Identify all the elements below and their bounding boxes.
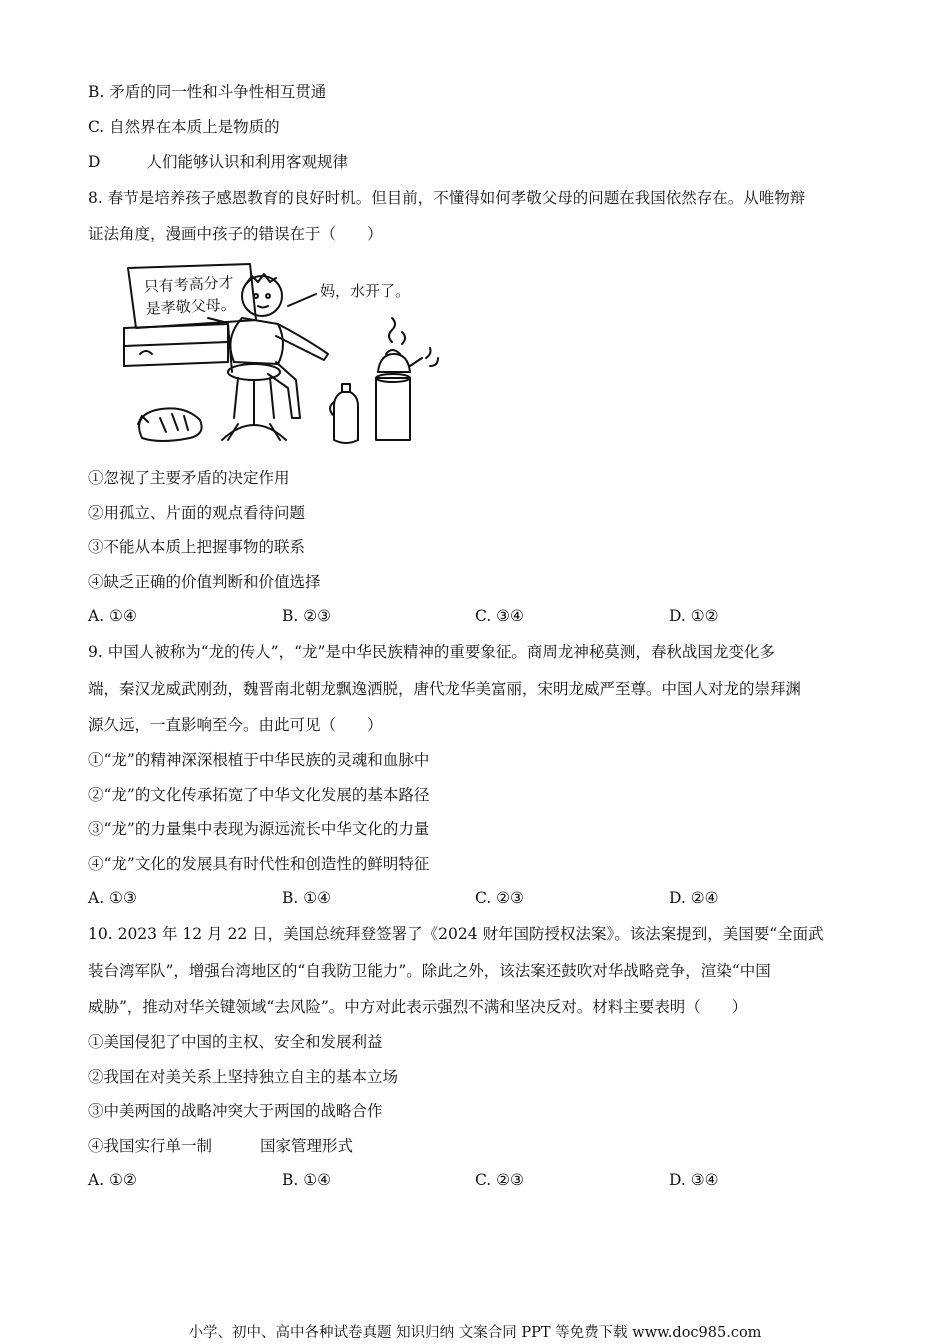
q7-option-d-text: 人们能够认识和利用客观规律 [146,153,348,171]
cartoon-sign-line-1: 只有考高分才 [143,273,235,296]
q10-statement-2: ②我国在对美关系上坚持独立自主的基本立场 [88,1068,399,1086]
q9-statement-2: ②“龙”的文化传承拓宽了中华文化发展的基本路径 [88,786,430,804]
cartoon-sign-board [128,264,256,328]
cartoon-stove [376,378,410,440]
q8-choice-a[interactable]: A. ①④ [88,607,137,625]
q9-statement-3: ③“龙”的力量集中表现为源远流长中华文化的力量 [88,820,430,838]
q10-statement-4-part-1: ④我国实行单一制 [88,1137,213,1155]
q10-choices [88,1170,868,1190]
q7-option-c: C. 自然界在本质上是物质的 [88,118,280,136]
cartoon-kettle [378,354,410,372]
q10-choice-d[interactable]: D. ③④ [669,1171,719,1189]
q9-choice-d[interactable]: D. ②④ [669,889,719,907]
q8-choice-b[interactable]: B. ②③ [282,607,332,625]
q9-stem-line-2: 端，秦汉龙威武刚劲，魏晋南北朝龙飘逸洒脱，唐代龙华美富丽，宋明龙威严至尊。中国人对龙的崇拜渊 [88,680,802,698]
q8-stem-line-1: 8. 春节是培养孩子感恩教育的良好时机。但目前，不懂得如何孝敬父母的问题在我国依然存在。从唯物辩 [88,189,806,207]
q10-choice-a[interactable]: A. ①② [88,1171,137,1189]
q8-statement-3: ③不能从本质上把握事物的联系 [88,538,306,556]
q9-stem-line-3: 源久远，一直影响至今。由此可见（ ） [88,716,383,734]
q9-stem-line-1: 9. 中国人被称为“龙的传人”，“龙”是中华民族精神的重要象征。商周龙神秘莫测，春秋战国龙变化多 [88,643,775,661]
q10-stem-line-1: 10. 2023 年 12 月 22 日，美国总统拜登签署了《2024 财年国防授权法案》。该法案提到，美国要“全面武 [88,925,824,943]
page-footer: 小学、初中、高中各种试卷真题 知识归纳 文案合同 PPT 等免费下载 www.doc985.com [188,1325,762,1341]
cartoon-boy-body [230,318,283,364]
q8-statement-2: ②用孤立、片面的观点看待问题 [88,504,306,522]
q9-statement-1: ①“龙”的精神深深根植于中华民族的灵魂和血脉中 [88,751,430,769]
q8-statement-4: ④缺乏正确的价值判断和价值选择 [88,573,321,591]
q8-stem-line-2: 证法角度，漫画中孩子的错误在于（ ） [88,225,383,243]
q7-option-b: B. 矛盾的同一性和斗争性相互贯通 [88,83,327,101]
cartoon-speech-text: 妈，水开了。 [320,282,411,300]
q9-choice-c[interactable]: C. ②③ [475,889,524,907]
cartoon-cat [139,408,202,441]
q7-option-d [88,152,348,172]
q10-stem-line-3: 威胁”，推动对华关键领域“去风险”。中方对此表示强烈不满和坚决反对。材料主要表明（ ） [88,998,748,1016]
q10-statement-4 [88,1136,353,1156]
q9-choice-b[interactable]: B. ①④ [282,889,332,907]
q10-stem-line-2: 装台湾军队”，增强台湾地区的“自我防卫能力”。除此之外，该法案还鼓吹对华战略竞争，渲染“中国 [88,962,771,980]
q10-choice-c[interactable]: C. ②③ [475,1171,524,1189]
q8-choice-c[interactable]: C. ③④ [475,607,524,625]
q10-choice-b[interactable]: B. ①④ [282,1171,332,1189]
q9-choice-a[interactable]: A. ①③ [88,889,137,907]
q10-statement-3: ③中美两国的战略冲突大于两国的战略合作 [88,1102,383,1120]
cartoon-sign-line-2: 是孝敬父母。 [145,295,237,318]
cartoon-thermos [334,392,358,443]
q7-option-d-letter: D [88,153,101,171]
q9-statement-4: ④“龙”文化的发展具有时代性和创造性的鲜明特征 [88,855,430,873]
q9-choices [88,888,868,908]
q10-statement-4-part-2: 国家管理形式 [260,1137,354,1155]
q8-cartoon-image [120,262,440,452]
q8-statement-1: ①忽视了主要矛盾的决定作用 [88,469,290,487]
q10-statement-1: ①美国侵犯了中国的主权、安全和发展利益 [88,1033,383,1051]
q8-choice-d[interactable]: D. ①② [669,607,719,625]
q8-choices [88,606,868,626]
